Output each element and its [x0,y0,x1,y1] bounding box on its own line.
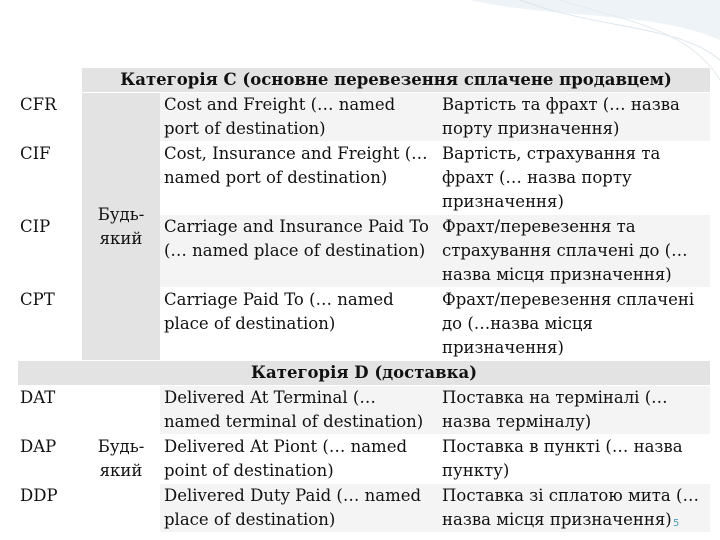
term-code: CIP [18,215,82,288]
term-code: DAP [18,435,82,484]
term-code: DDP [18,484,82,533]
incoterms-table [18,68,710,533]
term-ukrainian: Вартість, страхування та фрахт (… назва порту призначення) [438,142,710,215]
term-code: CPT [18,288,82,361]
page-number: 5 [673,518,680,529]
term-ukrainian: Поставка на терміналі (… назва терміналу) [438,386,710,435]
transport-mode-any [82,93,160,361]
category-c-header-row [18,68,710,93]
term-ukrainian: Поставка зі сплатою мита (… назва місця призначення) [438,484,710,533]
term-english: Delivered At Piont (… named point of destination) [160,435,438,484]
term-ukrainian: Фрахт/перевезення та страхування сплачені до (…назва місця призначення) [438,215,710,288]
term-code: CIF [18,142,82,215]
term-english: Cost and Freight (… named port of destination) [160,93,438,142]
term-english: Delivered Duty Paid (… named place of destination) [160,484,438,533]
term-ukrainian: Фрахт/перевезення сплачені до (…назва місця призначення) [438,288,710,361]
category-c-title: Категорія С (основне перевезення сплачене продавцем) [82,68,710,93]
term-english: Carriage Paid To (… named place of destination) [160,288,438,361]
term-ukrainian: Поставка в пункті (… назва пункту) [438,435,710,484]
category-d-title: Категорія D (доставка) [18,361,710,386]
term-ukrainian: Вартість та фрахт (… назва порту призначення) [438,93,710,142]
term-english: Delivered At Terminal (… named terminal of destination) [160,386,438,435]
term-code: DAT [18,386,82,435]
category-d-header-row [18,361,710,386]
transport-mode-any [82,386,160,533]
term-english: Cost, Insurance and Freight (… named port of destination) [160,142,438,215]
transport-mode-label: Будь- який [97,204,145,248]
term-code: CFR [18,93,82,142]
table-row [18,93,710,142]
transport-mode-label: Будь- який [97,437,145,480]
table-row [18,386,710,435]
term-english: Carriage and Insurance Paid To (… named place of destination) [160,215,438,288]
